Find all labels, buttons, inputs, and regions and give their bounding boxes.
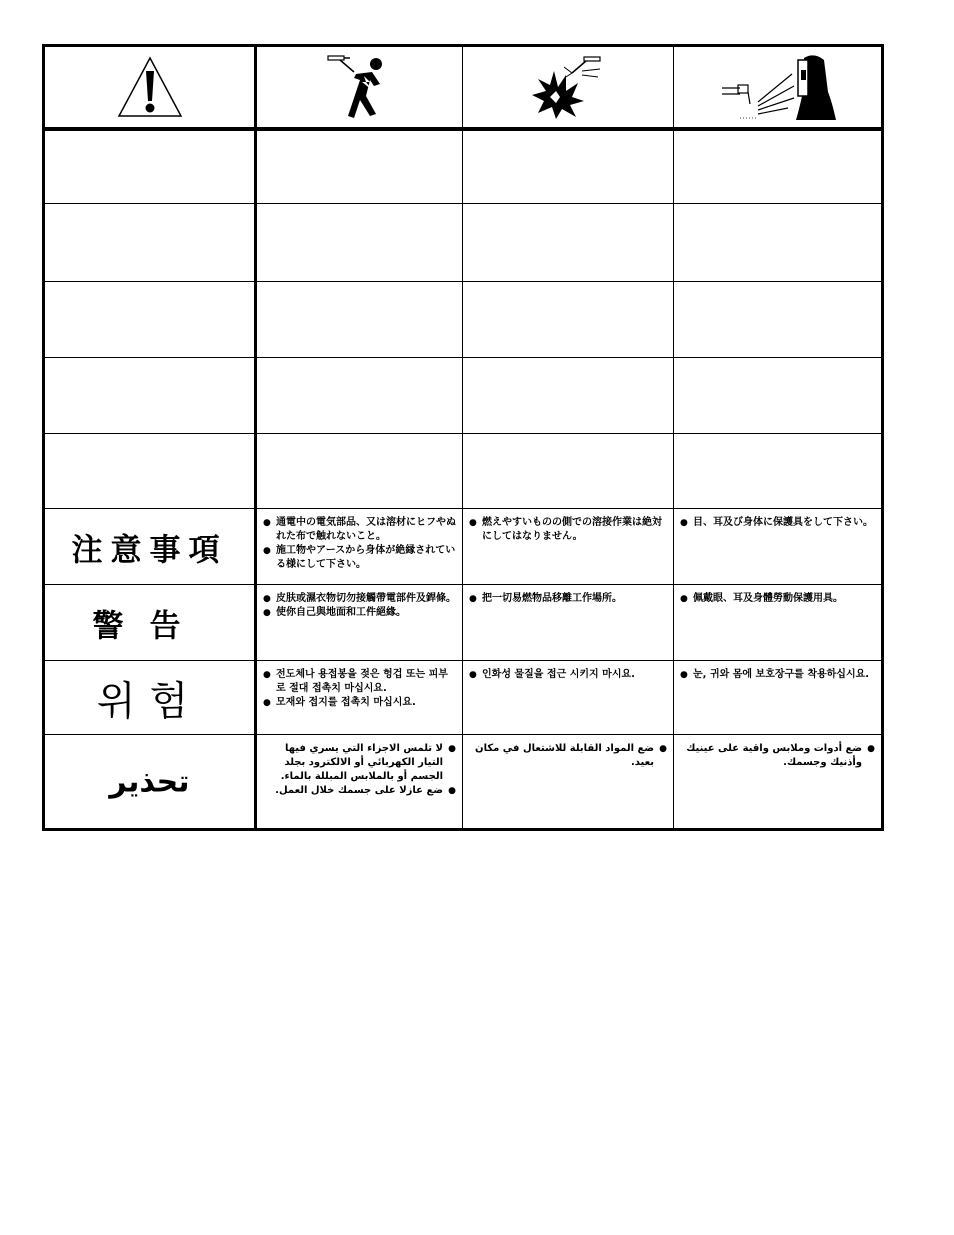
electric-shock-icon	[320, 52, 400, 122]
shock-warning-list	[257, 735, 462, 798]
korean-row	[45, 661, 881, 735]
list-item: ● 通電中の電気部品、又は溶材にヒフやぬれた布で触れないこと。	[263, 516, 456, 544]
chinese-row	[45, 585, 881, 661]
blank-row	[45, 434, 881, 509]
rays-warning-list	[674, 585, 881, 606]
blank-row	[45, 131, 881, 204]
list-item: ● 모재와 접지를 접촉치 마십시요.	[263, 696, 456, 710]
warning-triangle-icon	[116, 55, 184, 119]
fire-warning-list	[463, 735, 673, 770]
language-heading-chinese: 警告	[92, 608, 207, 644]
shock-warning-list	[257, 661, 462, 710]
fire-warning-list	[463, 585, 673, 606]
shock-warning-list	[257, 509, 462, 572]
language-heading-korean: 위험	[96, 678, 203, 724]
list-item: ● ضع أدوات وملابس واقية على عينيك وأذنيك وجسمك.	[680, 742, 875, 770]
language-heading-arabic: تحذير	[109, 764, 190, 799]
safety-warning-table	[42, 44, 884, 831]
list-item: ● 눈, 귀와 몸에 보호장구를 착용하십시요.	[680, 668, 875, 682]
shock-warning-list	[257, 585, 462, 620]
list-item: ● ضع عازلا على جسمك خلال العمل.	[263, 784, 456, 798]
list-item: ● 目、耳及び身体に保護具をして下さい。	[680, 516, 875, 530]
blank-row	[45, 282, 881, 358]
list-item: ● 使你自己與地面和工件絕緣。	[263, 606, 456, 620]
list-item: ● 燃えやすいものの側での溶接作業は絶対にしてはなりません。	[469, 516, 667, 544]
fire-warning-list	[463, 661, 673, 682]
language-heading-japanese: 注意事項	[71, 532, 228, 568]
list-item: ● لا تلمس الاجزاء التي يسري فيها التيار الكهربائي أو الالكترود بجلد الجسم أو بالملابس المبللة بالماء.	[263, 742, 456, 784]
fire-explosion-icon	[526, 53, 610, 121]
icon-header-row	[45, 47, 881, 131]
rays-warning-list	[674, 735, 881, 770]
list-item: ● 佩戴眼、耳及身體勞動保護用具。	[680, 592, 875, 606]
japanese-row	[45, 509, 881, 585]
list-item: ● ضع المواد القابلة للاشتعال في مكان بعيد.	[469, 742, 667, 770]
list-item: ● 전도체나 용접봉을 젖은 헝겁 또는 피부로 절대 접촉치 마십시요.	[263, 668, 456, 696]
arabic-row	[45, 735, 881, 828]
rays-warning-list	[674, 661, 881, 682]
arc-rays-cell	[674, 47, 881, 127]
list-item: ● 施工物やアースから身体が絶縁されている様にして下さい。	[263, 544, 456, 572]
electric-shock-cell	[257, 47, 463, 127]
blank-row	[45, 204, 881, 282]
rays-warning-list	[674, 509, 881, 530]
fire-explosion-cell	[463, 47, 674, 127]
arc-rays-helmet-icon	[718, 52, 838, 122]
general-warning-cell	[45, 47, 257, 127]
list-item: ● 인화성 물질을 접근 시키지 마시요.	[469, 668, 667, 682]
blank-row	[45, 358, 881, 434]
list-item: ● 把一切易燃物品移離工作場所。	[469, 592, 667, 606]
fire-warning-list	[463, 509, 673, 544]
list-item: ● 皮肤或濕衣物切勿接觸帶電部件及銲條。	[263, 592, 456, 606]
